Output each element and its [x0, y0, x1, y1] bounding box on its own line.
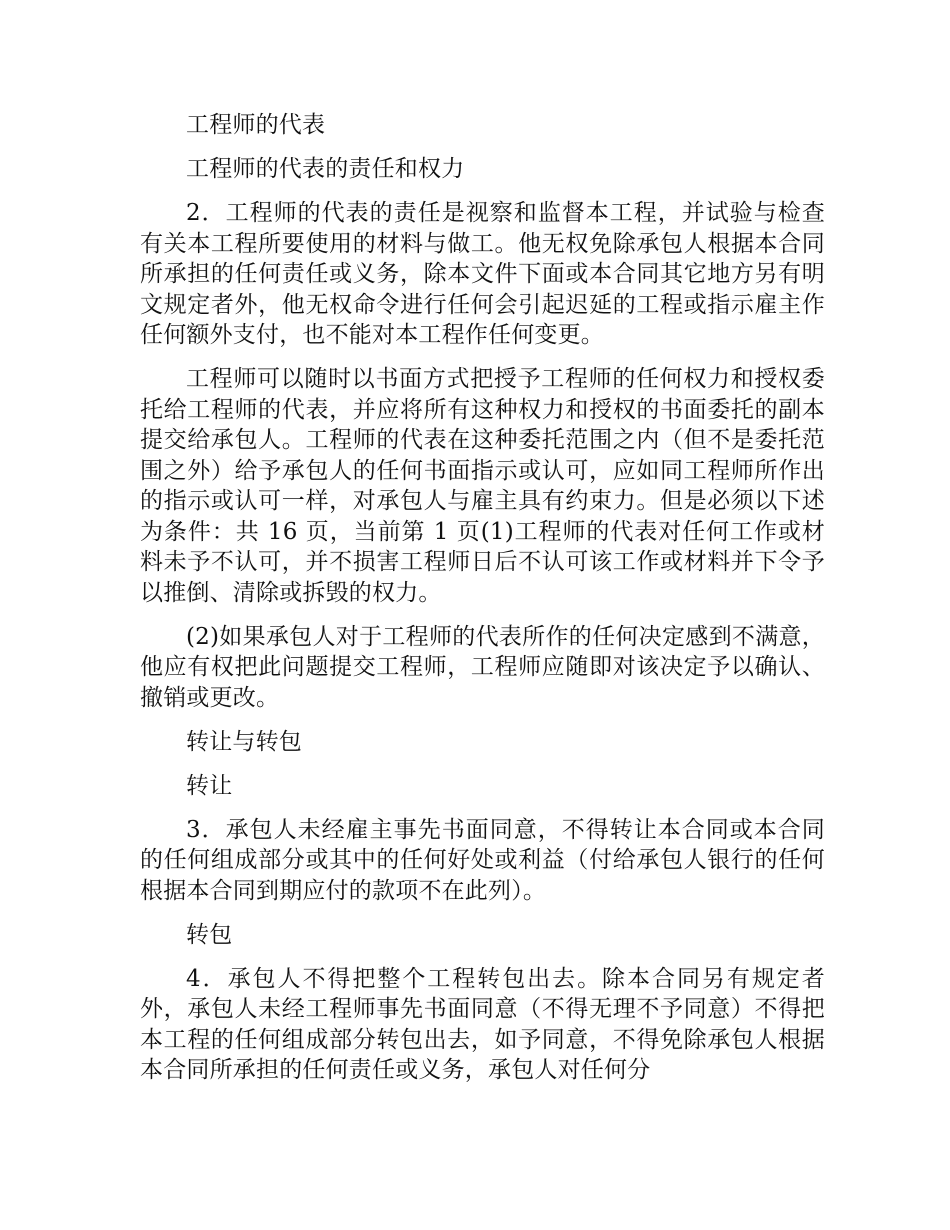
section-heading-assignment: 转让	[186, 772, 233, 799]
section-heading-duties-and-powers: 工程师的代表的责任和权力	[186, 156, 465, 182]
clause-2-paragraph: 2．工程师的代表的责任是视察和监督本工程，并试验与检查有关本工程所要使用的材料与做工。他无权免除承包人根据本合同所承担的任何责任或义务，除本文件下面或本合同其它地方另有明文规定者外，他无权命令进行任何会引起迟延的工程或指示雇主作任何额外支付，也不能对本工程作任何变更。	[140, 200, 825, 348]
section-heading-subletting: 转包	[186, 921, 233, 948]
document-body	[140, 110, 825, 1099]
appeal-paragraph: (2)如果承包人对于工程师的代表所作的任何决定感到不满意，他应有权把此问题提交工程师，工程师应随即对该决定予以确认、撤销或更改。	[140, 623, 825, 711]
clause-3-paragraph: 3．承包人未经雇主事先书面同意，不得转让本合同或本合同的任何组成部分或其中的任何好处或利益（付给承包人银行的任何根据本合同到期应付的款项不在此列）。	[140, 816, 825, 904]
clause-4-paragraph: 4．承包人不得把整个工程转包出去。除本合同另有规定者外，承包人未经工程师事先书面同意（不得无理不予同意）不得把本工程的任何组成部分转包出去，如予同意，不得免除承包人根据本合同所承担的任何责任或义务，承包人对任何分	[140, 965, 825, 1083]
delegation-paragraph: 工程师可以随时以书面方式把授予工程师的任何权力和授权委托给工程师的代表，并应将所有这种权力和授权的书面委托的副本提交给承包人。工程师的代表在这种委托范围之内（但不是委托范围之外）给予承包人的任何书面指示或认可，应如同工程师所作出的指示或认可一样，对承包人与雇主具有约束力。但是必须以下述为条件：共 16 页，当前第 1 页(1)工程师的代表对任何工作或材料未予不认可，并不损害工程师日后不认可该工作或材料并下令予以推倒、清除或拆毁的权力。	[140, 366, 825, 606]
section-heading-assignment-subletting: 转让与转包	[186, 728, 302, 755]
section-heading-engineer-representative: 工程师的代表	[186, 112, 326, 138]
